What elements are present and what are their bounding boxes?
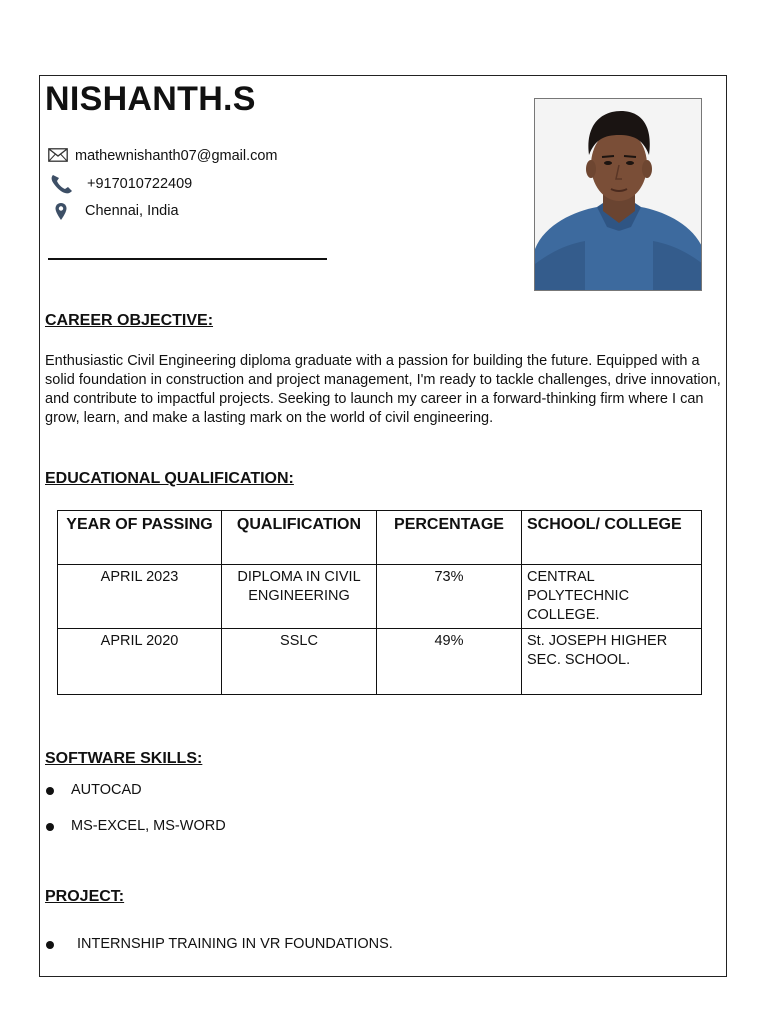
phone-row [50,173,350,195]
bullet-icon [46,823,54,831]
column-header-school: SCHOOL/ COLLEGE [522,511,702,565]
bullet-icon [46,787,54,795]
location-row [54,202,354,224]
profile-photo [534,98,702,291]
education-table [57,510,702,695]
email-row [48,147,348,167]
phone-text: +917010722409 [87,176,193,192]
cell-percentage: 49% [377,629,522,695]
list-item [46,782,446,802]
list-item [46,818,446,838]
cell-school: CENTRAL POLYTECHNIC COLLEGE. [522,565,702,629]
project-heading: PROJECT: [45,888,125,905]
column-header-percentage: PERCENTAGE [377,511,522,565]
bullet-icon [46,941,54,949]
project-label: INTERNSHIP TRAINING IN VR FOUNDATIONS. [77,936,393,952]
cell-qualification: DIPLOMA IN CIVIL ENGINEERING [222,565,377,629]
skill-label: MS-EXCEL, MS-WORD [71,818,226,834]
cell-year: APRIL 2023 [58,565,222,629]
career-objective-text: Enthusiastic Civil Engineering diploma graduate with a passion for building the future. Equipped with a solid foundation in construction and project management, I'm ready to tackle challenges, drive innovation, and contribute to impactful projects. Seeking to launch my career in a forward-thinking firm where I can grow, learn, and make a lasting mark on the world of civil engineering. [45,353,721,426]
email-text: mathewnishanth07@gmail.com [75,148,278,164]
column-header-year: YEAR OF PASSING [58,511,222,565]
cell-school: St. JOSEPH HIGHER SEC. SCHOOL. [522,629,702,695]
cell-percentage: 73% [377,565,522,629]
location-text: Chennai, India [85,203,179,219]
envelope-icon [48,148,68,166]
table-header-row [58,511,702,565]
career-objective-heading: CAREER OBJECTIVE: [45,312,214,329]
list-item [46,936,546,956]
skill-label: AUTOCAD [71,782,142,798]
candidate-name: NISHANTH.S [45,80,256,118]
table-row [58,629,702,695]
header-divider [48,258,327,260]
education-heading: EDUCATIONAL QUALIFICATION: [45,470,294,487]
column-header-qualification: QUALIFICATION [222,511,377,565]
cell-year: APRIL 2020 [58,629,222,695]
location-pin-icon [54,202,68,226]
phone-icon [50,173,74,199]
table-row [58,565,702,629]
software-skills-heading: SOFTWARE SKILLS: [45,750,203,767]
cell-qualification: SSLC [222,629,377,695]
